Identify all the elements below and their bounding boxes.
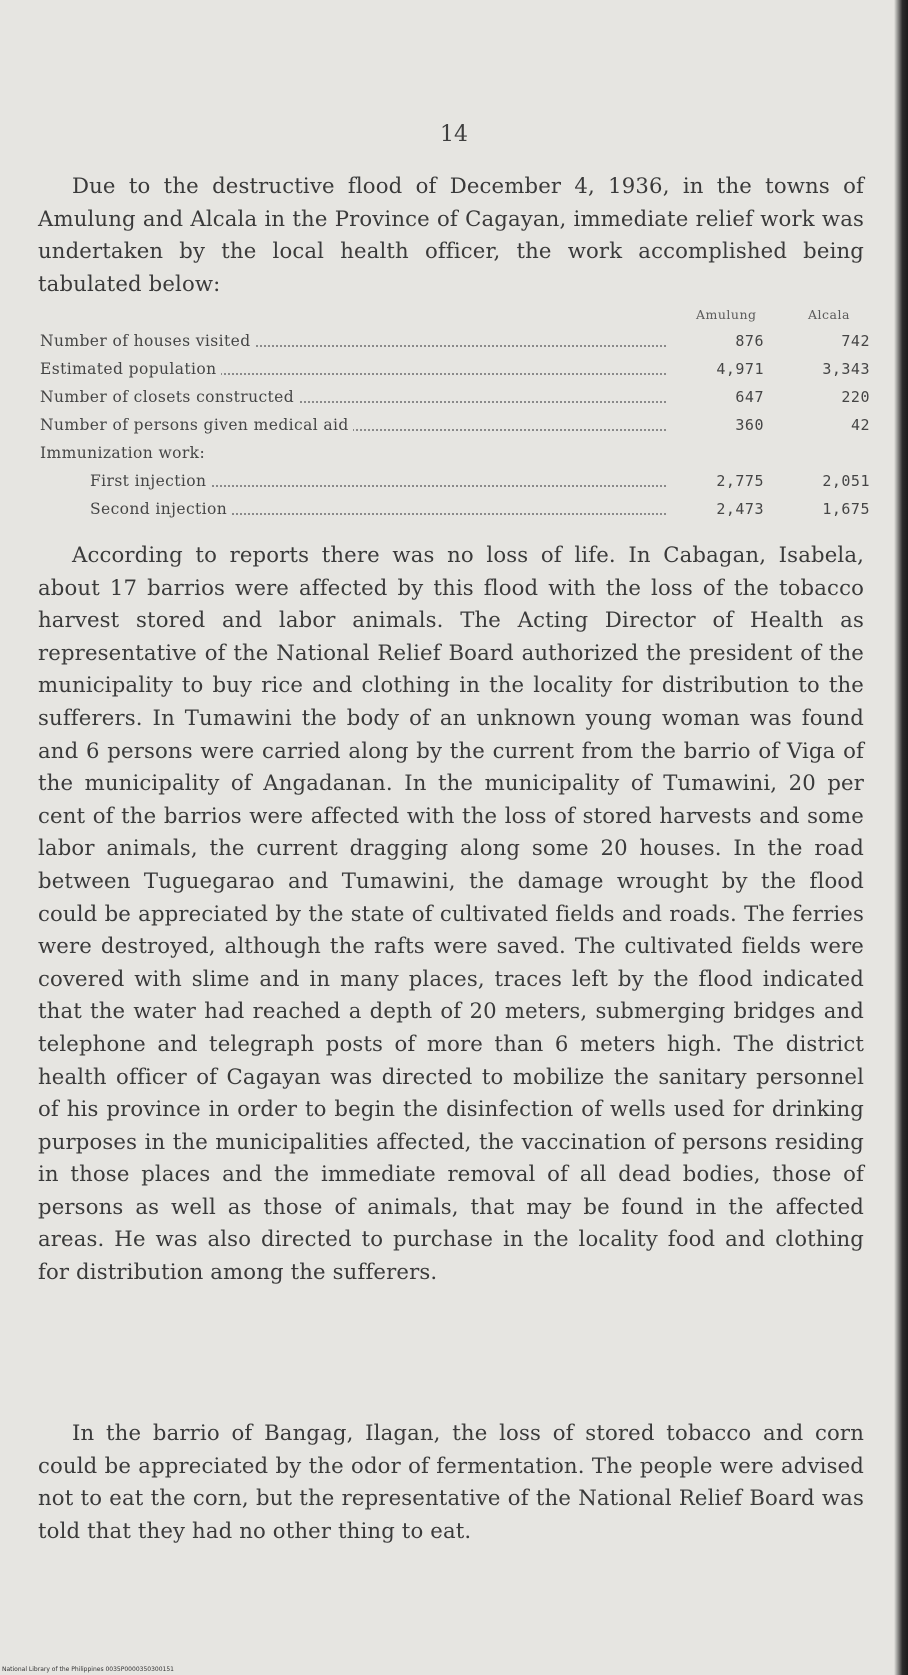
page-number: 14	[440, 122, 468, 147]
cell-amulung: 647	[735, 388, 764, 406]
table-row	[40, 411, 870, 439]
row-label: Number of persons given medical aid	[40, 416, 353, 434]
page-edge-shadow	[894, 0, 908, 1675]
paragraph-intro: Due to the destructive flood of December 4, 1936, in the towns of Amulung and Alcala in the Province of Cagayan, immediate relief work was undertaken by the local health officer, the work accomplished being tabulated below:	[38, 173, 864, 296]
row-label: Estimated population	[40, 360, 221, 378]
cell-amulung: 4,971	[716, 360, 764, 378]
cell-amulung: 360	[735, 416, 764, 434]
row-label: First injection	[40, 472, 210, 490]
cell-amulung: 876	[735, 332, 764, 350]
cell-alcala: 742	[841, 332, 870, 350]
cell-alcala: 1,675	[822, 500, 870, 518]
cell-alcala: 42	[850, 416, 870, 434]
cell-amulung: 2,775	[716, 472, 764, 490]
cell-amulung: 2,473	[716, 500, 764, 518]
paragraph-bangag: In the barrio of Bangag, Ilagan, the loss of stored tobacco and corn could be appreciated by the odor of fermentation. The people were advised not to eat the corn, but the representative of the National Relief Board was told that they had no other thing to eat.	[38, 1420, 864, 1543]
table-row	[40, 467, 870, 495]
cell-alcala: 220	[841, 388, 870, 406]
row-label: Immunization work:	[40, 444, 209, 462]
table-row	[40, 439, 866, 467]
row-label: Number of closets constructed	[40, 388, 298, 406]
table-row	[40, 327, 870, 355]
relief-work-table	[40, 307, 870, 523]
table-header	[40, 307, 866, 327]
row-label: Second injection	[40, 500, 231, 518]
cell-alcala: 3,343	[822, 360, 870, 378]
table-row	[40, 355, 870, 383]
paragraph-flood-report: According to reports there was no loss of life. In Cabagan, Isabela, about 17 barrios were affected by this flood with the loss of the tobacco harvest stored and labor animals. The Acting Director of Health as representative of the National Relief Board authorized the president of the municipality to buy rice and clothing in the locality for distribution to the sufferers. In Tumawini the body of an unknown young woman was found and 6 persons were carried along by the current from the barrio of Viga of the municipality of Angadanan. In the municipality of Tumawini, 20 per cent of the barrios were affected with the loss of stored harvests and some labor animals, the current dragging along some 20 houses. In the road between Tuguegarao and Tumawini, the damage wrought by the flood could be appreciated by the state of cultivated fields and roads. The ferries were destroyed, although the rafts were saved. The cultivated fields were covered with slime and in many places, traces left by the flood indicated that the water had reached a depth of 20 meters, submerging bridges and telephone and telegraph posts of more than 6 meters high. The district health officer of Cagayan was directed to mobilize the sanitary personnel of his province in order to begin the disinfection of wells used for drinking purposes in the municipalities affected, the vaccination of persons residing in those places and the immediate removal of all dead bodies, those of persons as well as those of animals, that may be found in the affected areas. He was also directed to purchase in the locality food and clothing for distribution among the sufferers.	[38, 542, 864, 1285]
column-header-amulung: Amulung	[696, 307, 757, 322]
table-row	[40, 495, 870, 523]
scan-footer-note: National Library of the Philippines 0035P0000350300151	[2, 1666, 174, 1673]
table-row	[40, 383, 870, 411]
cell-alcala: 2,051	[822, 472, 870, 490]
row-label: Number of houses visited	[40, 332, 255, 350]
column-header-alcala: Alcala	[808, 307, 850, 322]
